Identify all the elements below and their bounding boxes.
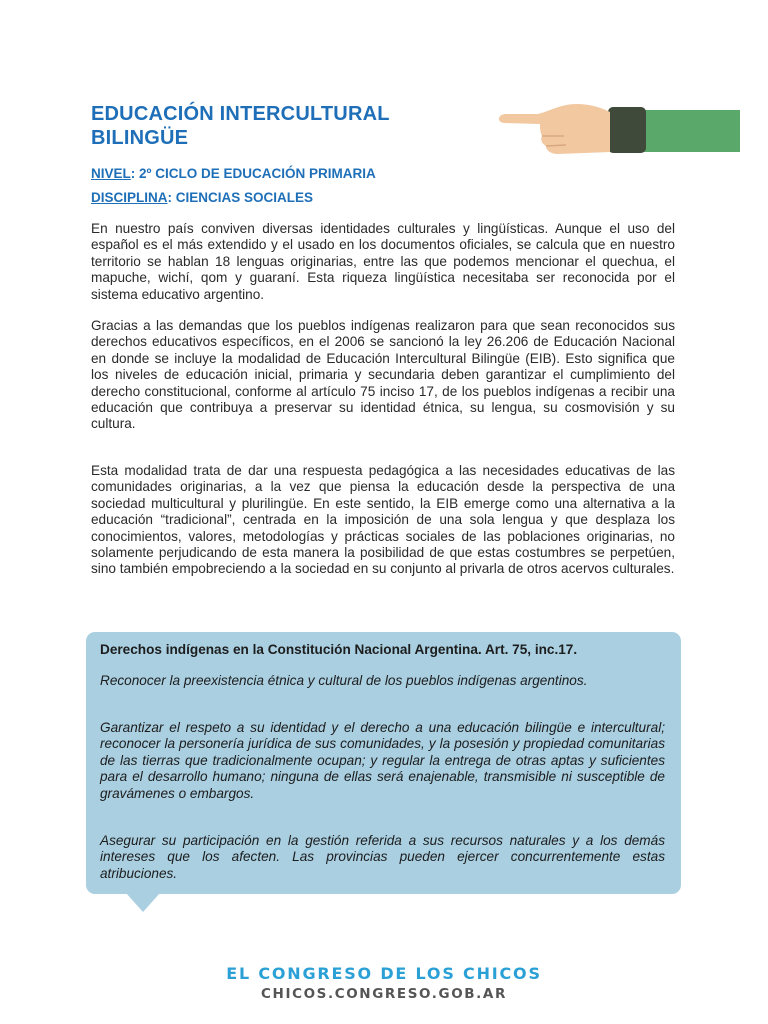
disciplina-label: DISCIPLINA [91,190,168,205]
nivel-line [91,165,376,182]
pointing-hand-icon [494,98,740,160]
callout-paragraph-3: Asegurar su participación en la gestión referida a sus recursos naturales y a los demás intereses que los afecten. Las provincias pueden ejercer concurrentemente estas atribuciones. [100,833,665,881]
callout-paragraph-1: Reconocer la preexistencia étnica y cultural de los pueblos indígenas argentinos. [100,673,588,688]
footer-brand: EL CONGRESO DE LOS CHICOS [226,964,542,983]
footer-url[interactable]: CHICOS.CONGRESO.GOB.AR [261,986,507,1002]
paragraph-2: Gracias a las demandas que los pueblos indígenas realizaron para que sean reconocidos sus derechos educativos específicos, en el 2006 se sancionó la ley 26.206 de Educación Nacional en donde se incluye la modalidad de Educación Intercultural Bilingüe (EIB). Esto significa que los niveles de educación inicial, primaria y secundaria deben garantizar el cumplimiento del derecho constitucional, conforme al artículo 75 inciso 17, de los pueblos indígenas a recibir una educación que contribuya a preservar su identidad étnica, su lengua, su cosmovisión y su cultura. [91,318,675,432]
paragraph-1: En nuestro país conviven diversas identidades culturales y lingüísticas. Aunque el uso del español es el más extendido y el usado en los documentos oficiales, se calcula que en nuestro territorio se hablan 18 lenguas originarias, entre las que podemos mencionar el quechua, el mapuche, wichí, qom y guaraní. Esta riqueza lingüística necesitaba ser reconocida por el sistema educativo argentino. [91,221,675,302]
nivel-label: NIVEL [91,166,131,181]
page-title: EDUCACIÓN INTERCULTURAL BILINGÜE [91,103,390,149]
callout-tail [126,893,160,912]
disciplina-line [91,189,313,206]
callout-title: Derechos indígenas en la Constitución Nacional Argentina. Art. 75, inc.17. [100,642,578,657]
disciplina-value: : CIENCIAS SOCIALES [167,190,314,205]
paragraph-3: Esta modalidad trata de dar una respuesta pedagógica a las necesidades educativas de las comunidades originarias, a la vez que piensa la educación desde la perspectiva de una sociedad multicultural y plurilingüe. En este sentido, la EIB emerge como una alternativa a la educación “tradicional”, centrada en la imposición de una sola lengua y que desplaza los conocimientos, valores, metodologías y prácticas sociales de las poblaciones originarias, no solamente perjudicando de esta manera la posibilidad de que estas costumbres se perpetúen, sino también empobreciendo a la sociedad en su conjunto al privarla de otros acervos culturales. [91,463,675,577]
nivel-value: : 2º CICLO DE EDUCACIÓN PRIMARIA [130,166,376,181]
callout-paragraph-2: Garantizar el respeto a su identidad y el derecho a una educación bilingüe e intercultural; reconocer la personería jurídica de sus comunidades, y la posesión y propiedad comunitarias de las tierras que tradicionalmente ocupan; y regular la entrega de otras aptas y suficientes para el desarrollo humano; ninguna de ellas será enajenable, transmisible ni susceptible de gravámenes o embargos. [100,720,665,801]
